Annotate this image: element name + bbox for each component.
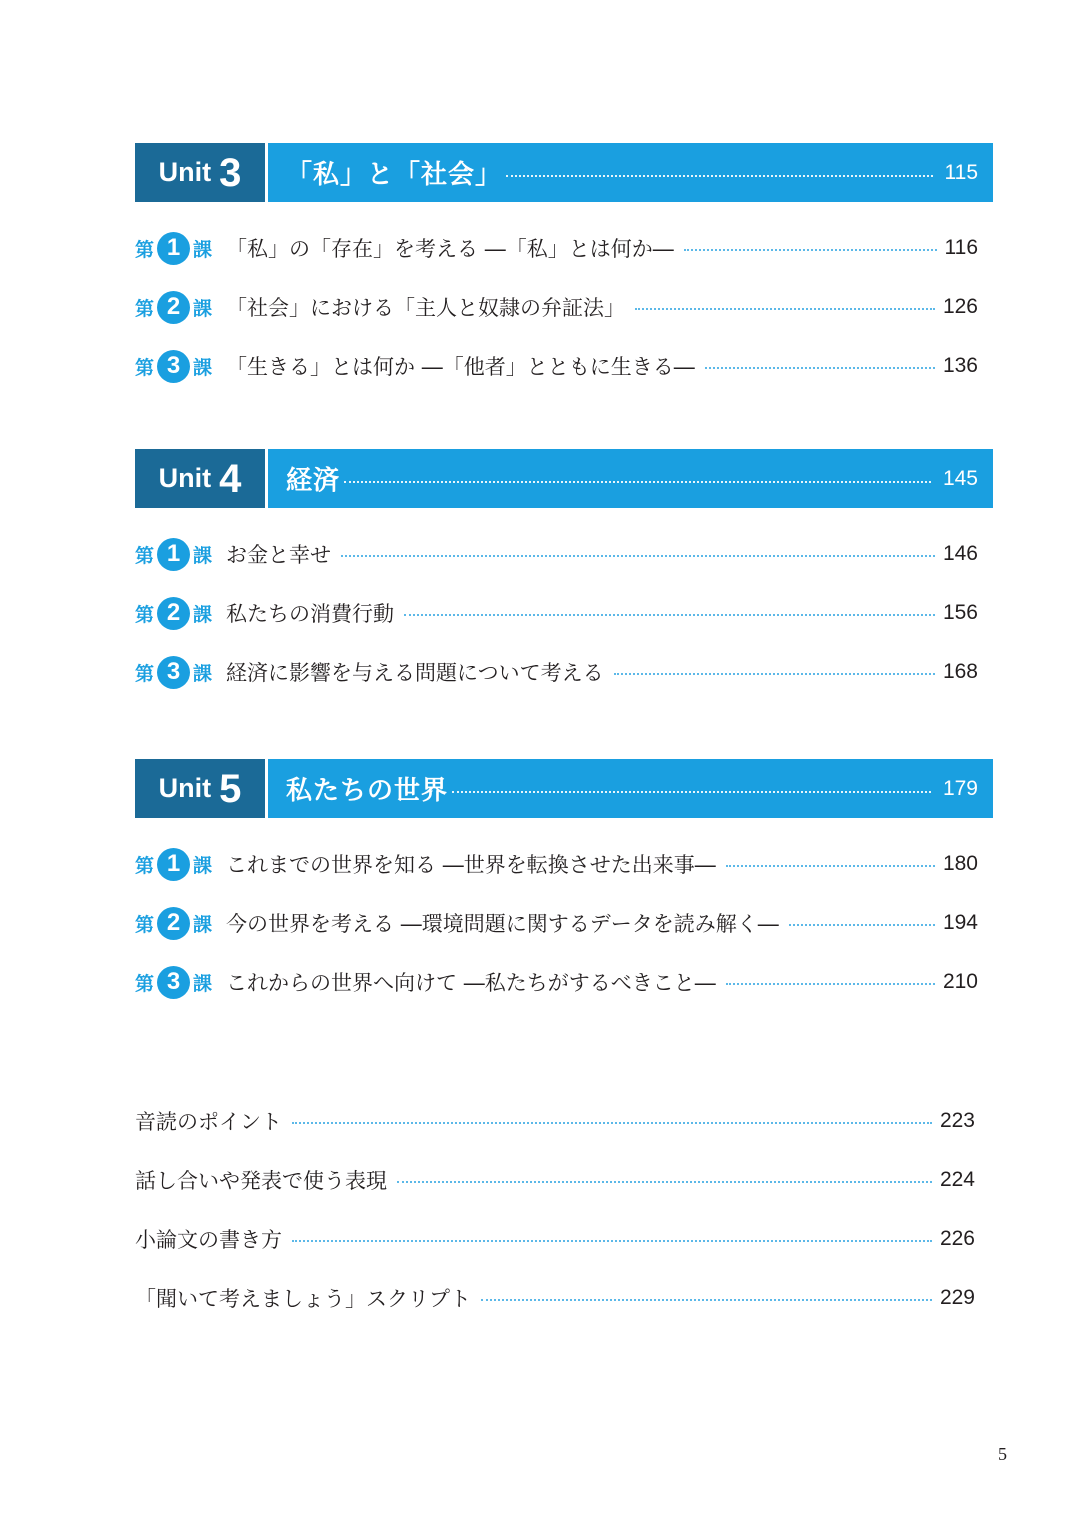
lesson-title: 「私」の「存在」を考える ―「私」とは何か―: [226, 237, 674, 261]
lesson-page: 126: [942, 295, 978, 318]
unit-title: 経済: [286, 466, 341, 496]
lesson-suffix: 課: [193, 356, 213, 379]
lesson-number-circle: 2: [157, 907, 190, 940]
unit-page: 145: [942, 466, 978, 490]
dot-leader: [726, 865, 935, 867]
lesson-page: 146: [942, 542, 978, 565]
lesson-number-circle: 1: [157, 848, 190, 881]
lesson-suffix: 課: [193, 913, 213, 936]
lesson-title: 「社会」における「主人と奴隷の弁証法」: [226, 296, 626, 320]
lesson-title: 「生きる」とは何か ―「他者」とともに生きる―: [226, 355, 695, 379]
unit-label: Unit: [158, 773, 212, 803]
lesson-prefix: 第: [135, 603, 155, 626]
appendix-page: 226: [939, 1227, 975, 1250]
unit-title: 「私」と「社会」: [286, 160, 503, 190]
unit-5-header[interactable]: [135, 759, 993, 818]
lesson-row[interactable]: [135, 903, 978, 943]
lesson-suffix: 課: [193, 854, 213, 877]
dot-leader: [705, 367, 935, 369]
lesson-prefix: 第: [135, 913, 155, 936]
lesson-page: 194: [942, 911, 978, 934]
dot-leader: [481, 1299, 932, 1301]
lesson-suffix: 課: [193, 544, 213, 567]
lesson-prefix: 第: [135, 662, 155, 685]
lesson-number-circle: 3: [157, 350, 190, 383]
lesson-title: これからの世界へ向けて ―私たちがするべきこと―: [226, 971, 716, 995]
lesson-row[interactable]: [135, 652, 978, 692]
dot-leader: [292, 1122, 932, 1124]
appendix-page: 229: [939, 1286, 975, 1309]
lesson-prefix: 第: [135, 972, 155, 995]
lesson-suffix: 課: [193, 603, 213, 626]
unit-3-section: [135, 143, 993, 379]
appendix-title: 音読のポイント: [135, 1110, 282, 1134]
lesson-row[interactable]: [135, 346, 978, 386]
appendix-title: 話し合いや発表で使う表現: [135, 1169, 387, 1193]
page-number: 5: [998, 1444, 1007, 1464]
unit-number: 5: [219, 766, 242, 811]
unit-number: 3: [219, 150, 242, 195]
dot-leader: [404, 614, 935, 616]
lesson-number-circle: 1: [157, 538, 190, 571]
dot-leader: [344, 481, 931, 483]
lesson-row[interactable]: [135, 534, 978, 574]
appendix-row-script[interactable]: [135, 1278, 975, 1318]
lesson-suffix: 課: [193, 662, 213, 685]
unit-page: 115: [944, 160, 978, 184]
lesson-row[interactable]: [135, 962, 978, 1002]
dot-leader: [684, 249, 937, 251]
dot-leader: [614, 673, 935, 675]
unit-label: Unit: [158, 157, 212, 187]
unit-4-section: [135, 449, 993, 685]
dot-leader: [292, 1240, 932, 1242]
dot-leader: [635, 308, 935, 310]
appendix-title: 小論文の書き方: [135, 1228, 282, 1252]
lesson-row[interactable]: [135, 228, 978, 268]
lesson-row[interactable]: [135, 844, 978, 884]
lesson-title: 私たちの消費行動: [226, 602, 395, 626]
lesson-page: 156: [942, 601, 978, 624]
lesson-prefix: 第: [135, 238, 155, 261]
lesson-title: お金と幸せ: [226, 543, 332, 567]
lesson-prefix: 第: [135, 297, 155, 320]
lesson-suffix: 課: [193, 297, 213, 320]
unit-4-header[interactable]: [135, 449, 993, 508]
lesson-row[interactable]: [135, 287, 978, 327]
appendix-page: 224: [939, 1168, 975, 1191]
dot-leader: [506, 175, 933, 177]
appendix-row-expressions[interactable]: [135, 1160, 975, 1200]
appendix-page: 223: [939, 1109, 975, 1132]
lesson-page: 180: [942, 852, 978, 875]
appendix-row-essay[interactable]: [135, 1219, 975, 1259]
unit-number: 4: [219, 456, 242, 501]
lesson-number-circle: 3: [157, 656, 190, 689]
unit-label: Unit: [158, 463, 212, 493]
unit-title: 私たちの世界: [286, 776, 449, 806]
lesson-page: 210: [942, 970, 978, 993]
dot-leader: [789, 924, 935, 926]
lesson-number-circle: 1: [157, 232, 190, 265]
appendix-title: 「聞いて考えましょう」スクリプト: [135, 1287, 471, 1311]
lesson-page: 136: [942, 354, 978, 377]
lesson-suffix: 課: [193, 972, 213, 995]
lesson-title: 経済に影響を与える問題について考える: [226, 661, 604, 685]
unit-5-badge: [135, 759, 268, 818]
lesson-page: 116: [944, 236, 978, 259]
lesson-row[interactable]: [135, 593, 978, 633]
dot-leader: [452, 791, 931, 793]
lesson-number-circle: 3: [157, 966, 190, 999]
lesson-page: 168: [942, 660, 978, 683]
unit-page: 179: [942, 776, 978, 800]
dot-leader: [341, 555, 935, 557]
lesson-prefix: 第: [135, 854, 155, 877]
unit-3-header[interactable]: [135, 143, 993, 202]
lesson-number-circle: 2: [157, 291, 190, 324]
lesson-number-circle: 2: [157, 597, 190, 630]
unit-5-section: [135, 759, 993, 995]
lesson-title: これまでの世界を知る ―世界を転換させた出来事―: [226, 853, 716, 877]
lesson-suffix: 課: [193, 238, 213, 261]
unit-4-badge: [135, 449, 268, 508]
lesson-title: 今の世界を考える ―環境問題に関するデータを読み解く―: [226, 912, 779, 936]
appendix-row-ondoku[interactable]: [135, 1101, 975, 1141]
dot-leader: [397, 1181, 932, 1183]
unit-3-badge: [135, 143, 268, 202]
lesson-prefix: 第: [135, 544, 155, 567]
dot-leader: [726, 983, 935, 985]
lesson-prefix: 第: [135, 356, 155, 379]
